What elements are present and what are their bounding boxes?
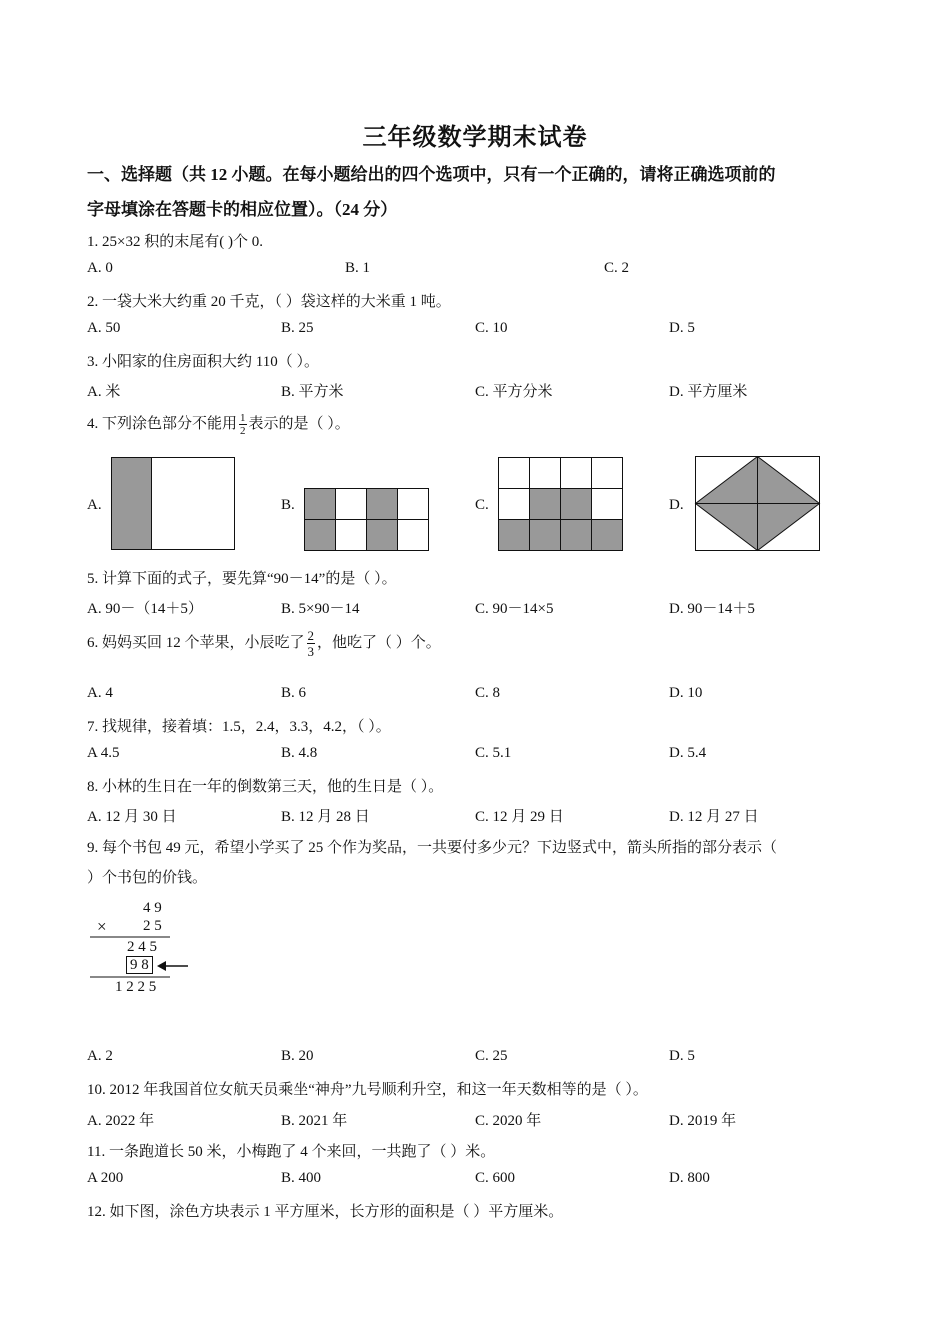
q2-option-c[interactable]: C. 10 [475, 320, 508, 336]
q2-option-d[interactable]: D. 5 [669, 320, 695, 336]
q9-stem-line1: 9. 每个书包 49 元，希望小学买了 25 个作为奖品，一共要付多少元？下边竖式中，箭头所指的部分表示（ [87, 840, 778, 856]
q11-option-b[interactable]: B. 400 [281, 1170, 322, 1186]
q8-option-b[interactable]: B. 12 月 28 日 [281, 809, 370, 825]
q3-option-d[interactable]: D. 平方厘米 [669, 384, 748, 400]
q9-calc-partial2-boxed: 9 8 [126, 956, 153, 974]
q8-stem: 8. 小林的生日在一年的倒数第三天，他的生日是（ ）。 [87, 779, 444, 795]
q5-option-b[interactable]: B. 5×90－14 [281, 601, 360, 617]
q6-option-a[interactable]: A. 4 [87, 685, 113, 701]
q10-option-c[interactable]: C. 2020 年 [475, 1113, 542, 1129]
q4-figure-d[interactable] [695, 456, 821, 552]
q4-option-d-label[interactable]: D. [669, 497, 684, 513]
q9-calc-multiply-sign: × [97, 917, 107, 936]
section-heading-line2: 字母填涂在答题卡的相应位置）。（24 分） [87, 200, 398, 219]
q7-option-b[interactable]: B. 4.8 [281, 745, 318, 761]
q9-calc-result: 1 2 2 5 [115, 979, 157, 995]
q9-stem-line2: ）个书包的价钱。 [87, 870, 208, 886]
q4-option-b-label[interactable]: B. [281, 497, 295, 513]
q9-calc-partial1: 2 4 5 [127, 939, 157, 955]
q10-option-b[interactable]: B. 2021 年 [281, 1113, 348, 1129]
q4-stem: 4. 下列涂色部分不能用 $\frac{1}{2}$ 表示的是（ ）。 [87, 412, 350, 438]
q2-option-b[interactable]: B. 25 [281, 320, 314, 336]
q2-option-a[interactable]: A. 50 [87, 320, 121, 336]
q4-figure-c[interactable] [498, 457, 624, 552]
q7-option-a[interactable]: A 4.5 [87, 745, 120, 761]
q9-calc-rule1 [90, 936, 170, 938]
arrow-left-icon [157, 959, 189, 973]
q4-fraction: $\frac{1}{2}$ [240, 412, 246, 438]
q3-option-a[interactable]: A. 米 [87, 384, 121, 400]
q6-option-d[interactable]: D. 10 [669, 685, 703, 701]
q5-option-d[interactable]: D. 90－14＋5 [669, 601, 755, 617]
q6-option-c[interactable]: C. 8 [475, 685, 501, 701]
q1-option-a[interactable]: A. 0 [87, 260, 113, 276]
q3-stem: 3. 小阳家的住房面积大约 110（ ）。 [87, 354, 319, 370]
q6-option-b[interactable]: B. 6 [281, 685, 307, 701]
q9-option-d[interactable]: D. 5 [669, 1048, 695, 1064]
q3-option-b[interactable]: B. 平方米 [281, 384, 344, 400]
q11-option-d[interactable]: D. 800 [669, 1170, 710, 1186]
q8-option-d[interactable]: D. 12 月 27 日 [669, 809, 759, 825]
q3-option-c[interactable]: C. 平方分米 [475, 384, 553, 400]
q11-option-a[interactable]: A 200 [87, 1170, 124, 1186]
q5-stem: 5. 计算下面的式子，要先算“90－14”的是（ ）。 [87, 571, 397, 587]
q1-option-b[interactable]: B. 1 [345, 260, 371, 276]
q4-figure-b[interactable] [304, 488, 430, 552]
q1-stem: 1. 25×32 积的末尾有( )个 0. [87, 234, 263, 250]
page-title: 三年级数学期末试卷 [362, 125, 588, 151]
q12-stem: 12. 如下图，涂色方块表示 1 平方厘米，长方形的面积是（ ）平方厘米。 [87, 1204, 564, 1220]
q2-stem: 2. 一袋大米大约重 20 千克，（ ）袋这样的大米重 1 吨。 [87, 294, 451, 310]
q10-option-a[interactable]: A. 2022 年 [87, 1113, 155, 1129]
section-heading-line1: 一、选择题（共 12 小题。在每小题给出的四个选项中，只有一个正确的，请将正确选项前的 [87, 165, 776, 184]
q10-option-d[interactable]: D. 2019 年 [669, 1113, 737, 1129]
q4-option-c-label[interactable]: C. [475, 497, 489, 513]
q9-option-b[interactable]: B. 20 [281, 1048, 314, 1064]
q9-option-c[interactable]: C. 25 [475, 1048, 508, 1064]
q7-option-d[interactable]: D. 5.4 [669, 745, 707, 761]
q5-option-c[interactable]: C. 90－14×5 [475, 601, 554, 617]
q7-option-c[interactable]: C. 5.1 [475, 745, 512, 761]
q9-calc-rule2 [90, 976, 170, 978]
q4-option-a-label[interactable]: A. [87, 497, 102, 513]
q11-stem: 11. 一条跑道长 50 米，小梅跑了 4 个来回，一共跑了（ ）米。 [87, 1144, 496, 1160]
q10-stem: 10. 2012 年我国首位女航天员乘坐“神舟”九号顺利升空，和这一年天数相等的是（ ）。 [87, 1082, 648, 1098]
q7-stem: 7. 找规律，接着填：1.5，2.4，3.3，4.2，（ ）。 [87, 719, 391, 735]
q9-option-a[interactable]: A. 2 [87, 1048, 113, 1064]
q8-option-c[interactable]: C. 12 月 29 日 [475, 809, 564, 825]
q9-calc-top: 4 9 [143, 900, 162, 916]
q5-option-a[interactable]: A. 90－（14＋5） [87, 601, 203, 617]
q1-option-c[interactable]: C. 2 [604, 260, 630, 276]
q11-option-c[interactable]: C. 600 [475, 1170, 516, 1186]
q6-stem: 6. 妈妈买回 12 个苹果，小辰吃了 $\frac{2}{3}$ ，他吃了（ ）个。 [87, 628, 441, 659]
q8-option-a[interactable]: A. 12 月 30 日 [87, 809, 177, 825]
q4-figure-a[interactable] [111, 457, 236, 551]
q9-calc-bottom: 2 5 [143, 918, 162, 934]
q6-fraction: $\frac{2}{3}$ [307, 628, 315, 659]
